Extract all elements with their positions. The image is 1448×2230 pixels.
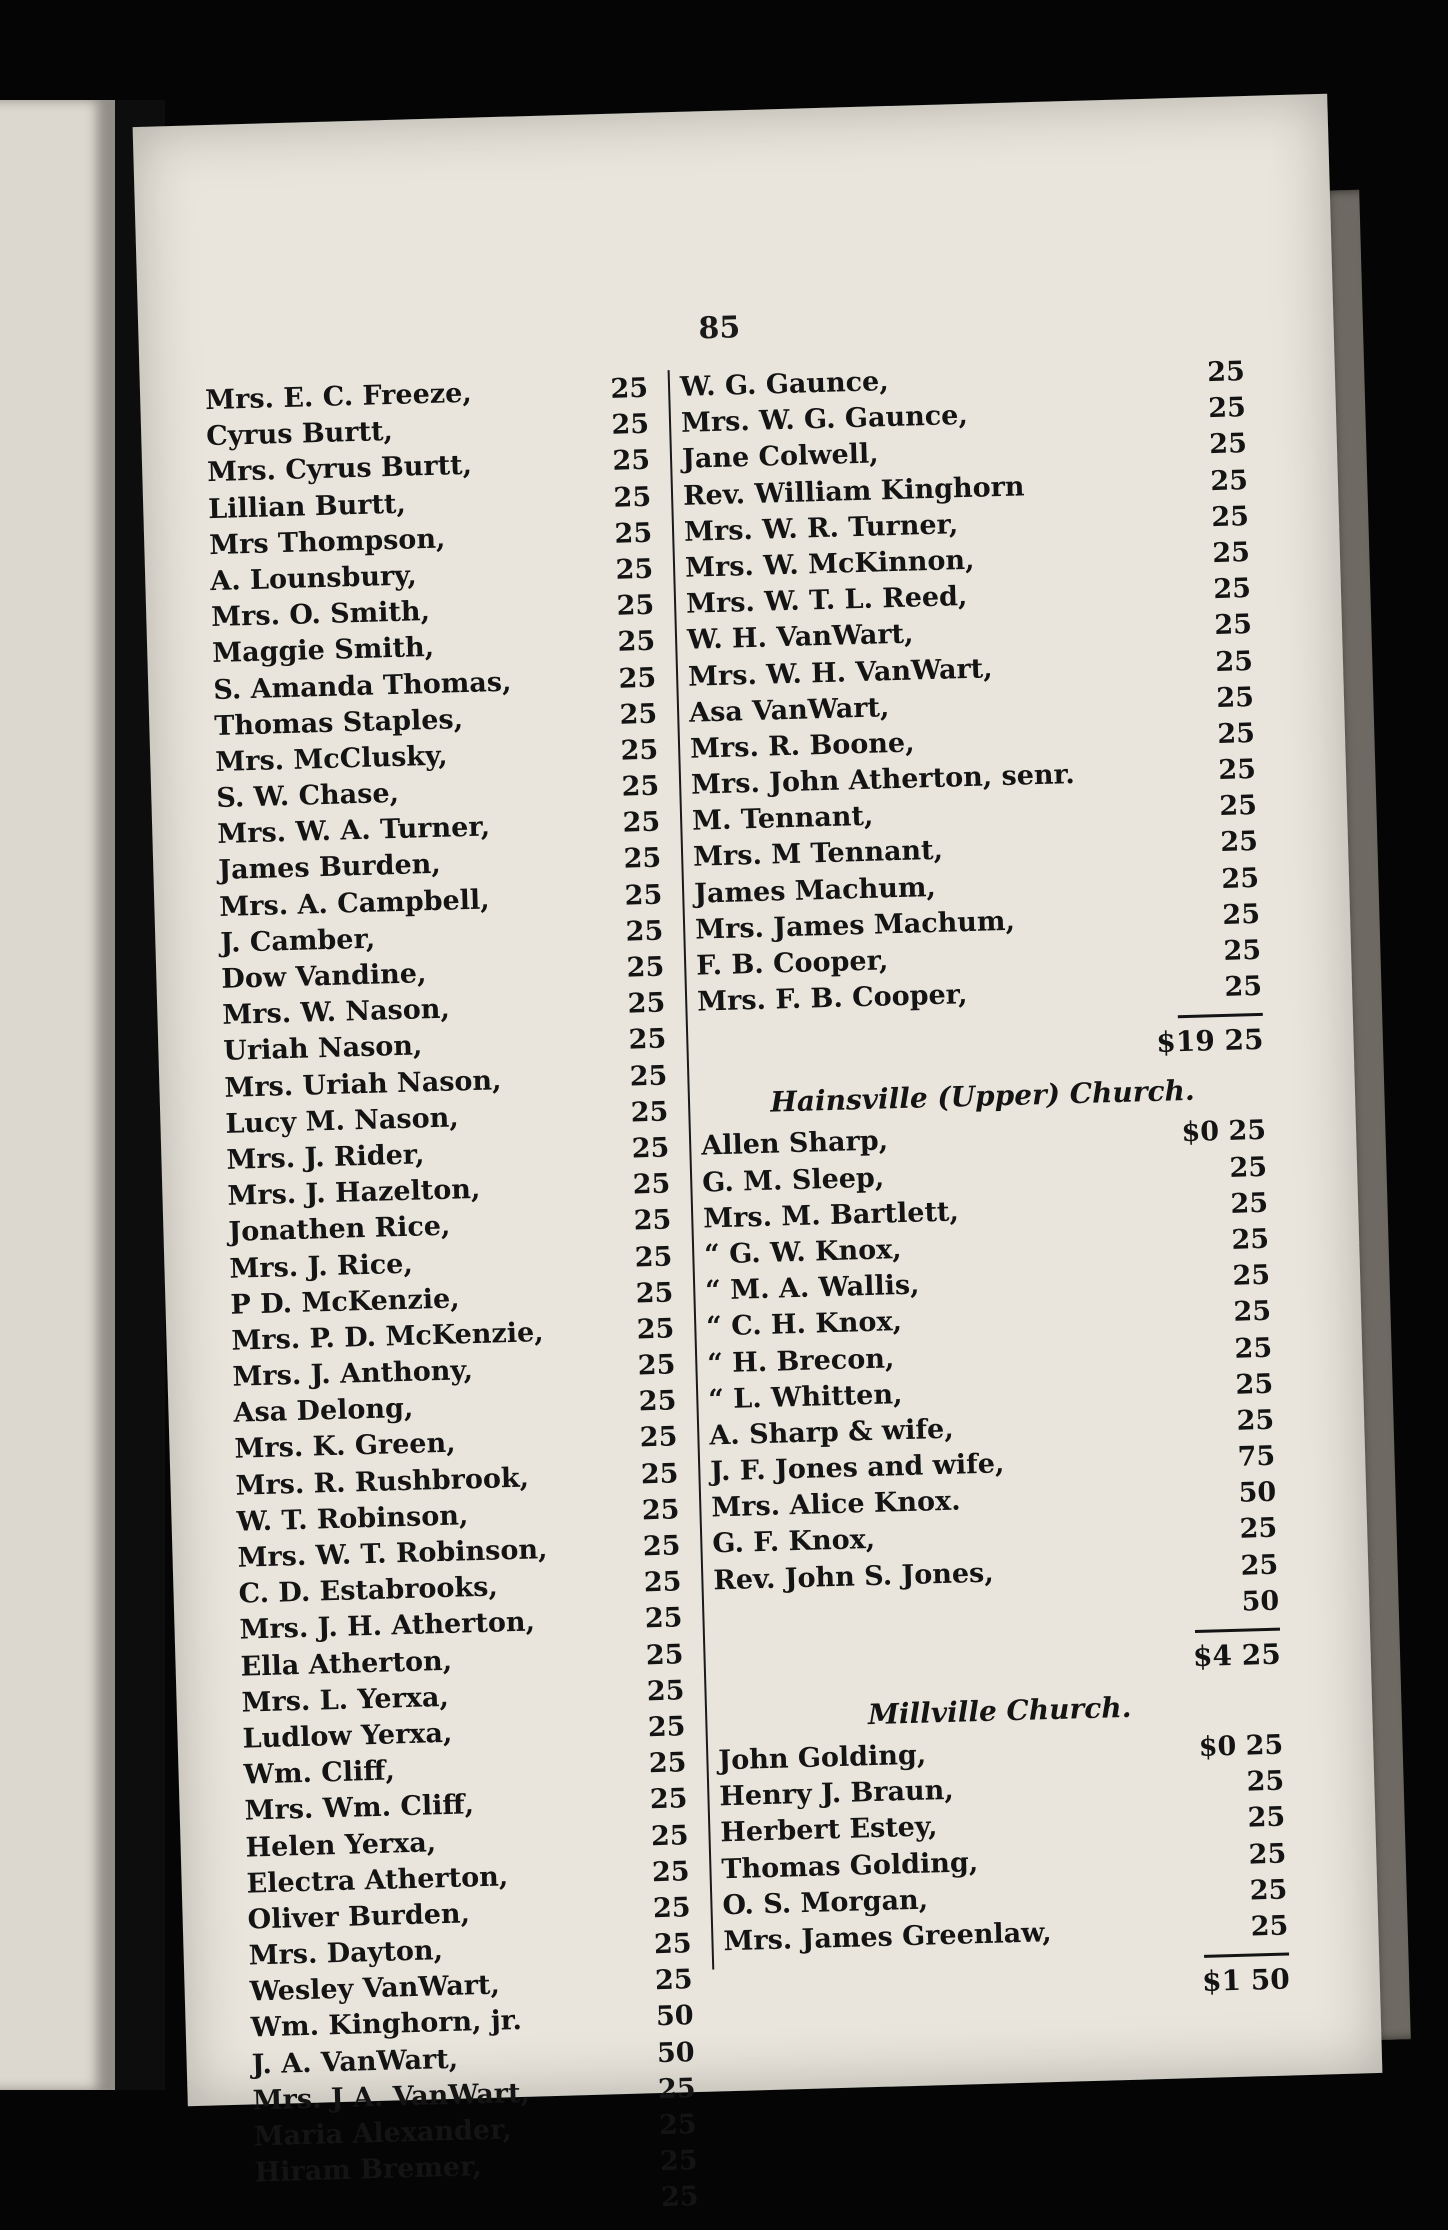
donor-name: “ M. A. Wallis, (704, 1269, 920, 1307)
donation-amount: 25 (615, 553, 654, 586)
donor-name: Helen Yerxa, (245, 1826, 437, 1864)
donor-name: Mrs. J. H. Atherton, (239, 1606, 536, 1647)
donation-amount: 25 (1234, 1332, 1273, 1365)
donation-amount: 25 (1215, 681, 1255, 714)
donor-name: Mrs. W. G. Gaunce, (680, 400, 969, 440)
donation-amount: 25 (1247, 1801, 1286, 1834)
donor-name: S. Amanda Thomas, (212, 666, 512, 706)
donor-name: Thomas Staples, (213, 703, 464, 742)
donation-amount: 25 (1229, 1151, 1268, 1184)
donor-name: A. Sharp & wife, (708, 1413, 955, 1452)
donation-amount: 25 (622, 806, 661, 839)
donation-amount: 25 (1240, 1549, 1279, 1582)
donation-amount: 25 (612, 445, 651, 478)
donor-name: Mrs. J A. VanWart, (252, 2077, 531, 2117)
total-amount: $19 25 (1155, 1023, 1264, 1060)
donation-amount: 25 (631, 1132, 670, 1165)
donation-amount: 25 (1211, 536, 1251, 570)
donor-name: Ludlow Yerxa, (242, 1717, 453, 1755)
donation-amount: 25 (625, 915, 664, 948)
donor-name: Lucy M. Nason, (225, 1102, 460, 1140)
donation-amount: 25 (1217, 754, 1257, 787)
donation-amount: 25 (1232, 1259, 1271, 1292)
donation-amount: 25 (1206, 356, 1246, 389)
donor-name: Mrs. W. T. Robinson, (237, 1534, 548, 1574)
donation-amount: 25 (653, 1928, 692, 1961)
hainsville-heading: Hainsville (Upper) Church. (769, 1074, 1196, 1120)
donor-name: W. G. Gaunce, (679, 366, 890, 403)
donor-name: Mrs. Wm. Cliff, (244, 1789, 475, 1827)
donation-amount: 25 (1224, 971, 1263, 1004)
donor-name: S. W. Chase, (215, 777, 400, 815)
donation-amount: 25 (624, 879, 663, 912)
donor-name: J. A. VanWart, (251, 2043, 459, 2081)
donor-name: “ L. Whitten, (707, 1378, 903, 1416)
donation-amount: 25 (617, 625, 656, 659)
donation-amount: 25 (644, 1602, 683, 1635)
donation-amount: 25 (614, 517, 653, 550)
donor-name: M. Tennant, (691, 800, 874, 837)
donor-name: Cyrus Burtt, (205, 416, 394, 453)
donation-amount: 25 (628, 1023, 667, 1056)
donor-name: J. Camber, (219, 923, 376, 959)
donor-name: Mrs. James Machum, (694, 905, 1016, 946)
donation-amount: 25 (1207, 392, 1247, 425)
donor-name: Mrs. A. Campbell, (218, 884, 490, 923)
donation-amount: 25 (1214, 645, 1254, 678)
donor-name: Mrs. J. Hazelton, (227, 1173, 481, 1212)
donation-amount: 25 (1249, 1874, 1288, 1907)
donation-amount: 25 (651, 1855, 690, 1888)
donation-amount: 25 (632, 1168, 671, 1201)
donor-name: Mrs. J. Anthony, (232, 1355, 474, 1393)
donor-name: James Machum, (693, 871, 937, 910)
donor-name: Mrs. R. Boone, (689, 727, 915, 765)
donation-amount: 25 (1213, 609, 1253, 642)
donor-name: Mrs. John Atherton, senr. (690, 759, 1076, 801)
donation-amount: 25 (648, 1747, 687, 1780)
donation-amount: 25 (635, 1277, 674, 1310)
donor-name: F. B. Cooper, (695, 945, 889, 982)
donor-name: Mrs. J. Rider, (226, 1139, 425, 1176)
donor-name: Uriah Nason, (223, 1030, 423, 1068)
donation-amount: 75 (1237, 1440, 1276, 1473)
donation-amount: $0 25 (1198, 1729, 1284, 1763)
donation-amount: 25 (652, 1892, 691, 1925)
donor-name: G. M. Sleep, (701, 1162, 885, 1199)
donor-name: Mrs. James Greenlaw, (723, 1917, 1052, 1958)
donation-amount: 50 (655, 2000, 694, 2033)
donation-amount: 25 (1235, 1368, 1274, 1401)
donor-name: Allen Sharp, (700, 1125, 889, 1162)
donation-amount: 25 (654, 1964, 693, 1997)
donor-name: James Burden, (217, 849, 442, 887)
donation-amount: 25 (640, 1457, 679, 1491)
donation-amount: 25 (1209, 464, 1249, 497)
total-amount: $1 50 (1201, 1962, 1291, 1999)
donor-name: Mrs. R. Rushbrook, (235, 1462, 530, 1502)
donor-name: Jonathen Rice, (228, 1210, 451, 1249)
donation-amount: 25 (650, 1819, 689, 1852)
donor-name: Mrs. L. Yerxa, (241, 1681, 450, 1719)
donation-amount: 25 (621, 770, 660, 803)
donation-amount: 25 (645, 1638, 684, 1671)
donor-name: O. S. Morgan, (722, 1884, 929, 1922)
donor-name: Dow Vandine, (220, 958, 427, 995)
donation-amount: 50 (1238, 1476, 1277, 1509)
donation-amount: 50 (1241, 1585, 1280, 1618)
total-rule (1204, 1953, 1289, 1958)
donation-amount: 25 (1216, 717, 1256, 750)
donor-name: Lillian Burtt, (207, 488, 407, 525)
donation-amount: 25 (629, 1060, 668, 1093)
donation-amount: 25 (647, 1711, 686, 1744)
donor-name: Mrs. W. R. Turner, (683, 508, 959, 548)
donor-name: “ C. H. Knox, (705, 1306, 903, 1343)
donation-amount: 25 (630, 1096, 669, 1129)
donation-amount: 25 (1250, 1910, 1289, 1943)
donation-amount: 25 (642, 1530, 681, 1563)
donor-name: “ H. Brecon, (706, 1342, 895, 1379)
donor-name: Ella Atherton, (240, 1645, 453, 1683)
donation-amount: 25 (1236, 1404, 1275, 1437)
donor-name: Thomas Golding, (721, 1846, 979, 1885)
donation-amount: 25 (1223, 934, 1262, 967)
right-donor-column (680, 354, 1291, 2020)
donor-name: Mrs. Alice Knox. (710, 1485, 961, 1524)
donor-name: A. Lounsbury, (209, 560, 418, 598)
donor-name: “ G. W. Knox, (703, 1233, 903, 1271)
millville-heading: Millville Church. (867, 1690, 1132, 1732)
donor-name: Mrs. J. Rice, (229, 1248, 414, 1285)
donation-amount: 25 (1221, 862, 1260, 895)
facing-page-edge (0, 100, 115, 2090)
donation-amount: 25 (1218, 790, 1258, 823)
donor-name: Wesley VanWart, (249, 1969, 501, 2008)
book-page (133, 94, 1383, 2214)
donation-amount: 25 (636, 1313, 675, 1346)
donor-name: J. F. Jones and wife, (709, 1448, 1005, 1488)
donor-name: Oliver Burden, (247, 1898, 471, 1936)
donation-amount: 25 (626, 951, 665, 984)
donor-name: Mrs. Uriah Nason, (224, 1064, 502, 1104)
donor-name: Mrs. P. D. McKenzie, (231, 1316, 545, 1357)
donor-name: Mrs. W. Nason, (222, 993, 451, 1032)
donor-name: Electra Atherton, (246, 1860, 509, 1900)
donor-name: Maggie Smith, (211, 632, 435, 670)
donation-amount: 25 (620, 734, 659, 767)
donation-amount: 25 (1239, 1513, 1278, 1546)
donation-amount: 25 (619, 698, 658, 731)
donor-name: Mrs. W. A. Turner, (216, 811, 491, 851)
donation-amount: 25 (1231, 1223, 1270, 1256)
left-donor-column (205, 371, 701, 2228)
donation-amount: 25 (1212, 573, 1252, 606)
donor-name: Rev. William Kinghorn (682, 470, 1025, 512)
donor-name: W. H. VanWart, (686, 618, 914, 657)
donation-amount: 25 (1219, 826, 1259, 859)
donation-amount: 25 (639, 1421, 678, 1454)
donor-name: Mrs. Cyrus Burtt, (206, 450, 473, 489)
donor-name: Asa Delong, (233, 1392, 414, 1429)
donor-name: Maria Alexander, (253, 2114, 513, 2153)
donation-amount: 25 (649, 1783, 688, 1816)
donation-amount: 25 (1233, 1296, 1272, 1329)
donation-amount: 25 (638, 1385, 677, 1418)
donor-name: Mrs. Dayton, (248, 1935, 444, 1972)
donor-name: Mrs. E. C. Freeze, (204, 377, 473, 417)
donor-name: Mrs. W. T. L. Reed, (685, 581, 968, 620)
donor-name: Mrs. F. B. Cooper, (696, 979, 968, 1018)
donation-amount: 25 (1222, 898, 1261, 931)
donor-name: Mrs Thompson, (208, 523, 446, 561)
donation-amount: 25 (660, 2181, 700, 2214)
donation-amount: 25 (613, 481, 652, 514)
donation-amount: 25 (634, 1240, 673, 1273)
donation-amount: 25 (610, 372, 649, 405)
donation-amount: 25 (1208, 428, 1248, 461)
donation-amount: 50 (656, 2036, 695, 2069)
donation-amount: 25 (616, 589, 655, 622)
donor-name: Asa VanWart, (688, 691, 890, 729)
donor-name: Hiram Bremer, (254, 2151, 483, 2189)
donor-name: W. T. Robinson, (236, 1500, 469, 1538)
total-rule (1195, 1628, 1280, 1633)
donation-amount: 25 (627, 987, 666, 1020)
donor-name: Herbert Estey, (720, 1811, 938, 1849)
donation-amount: 25 (658, 2109, 698, 2142)
donor-name: Rev. John S. Jones, (712, 1557, 995, 1597)
page-number: 85 (697, 310, 741, 347)
donor-name: P D. McKenzie, (230, 1283, 461, 1321)
donor-name: Mrs. W. McKinnon, (684, 544, 975, 584)
donor-name: Henry J. Braun, (719, 1774, 955, 1813)
donation-amount: 25 (618, 662, 657, 695)
donor-name: Mrs. W. H. VanWart, (687, 652, 993, 693)
donation-amount: 25 (641, 1494, 680, 1527)
donation-amount: 25 (637, 1349, 676, 1382)
donor-name: Mrs. McClusky, (214, 740, 448, 778)
first-list (680, 354, 1263, 1021)
donor-name: G. F. Knox, (711, 1524, 876, 1560)
donor-name: C. D. Estabrooks, (238, 1571, 499, 1610)
donor-name: Wm. Cliff, (243, 1755, 396, 1791)
hainsville-list (701, 1113, 1280, 1635)
donation-amount: 25 (623, 843, 662, 876)
donation-amount: 25 (643, 1566, 682, 1599)
millville-list (718, 1728, 1289, 1961)
donation-amount: 25 (1230, 1187, 1269, 1220)
donation-amount: 25 (1210, 500, 1250, 533)
donor-name: Mrs. M Tennant, (692, 835, 944, 874)
donation-amount: 25 (1248, 1838, 1287, 1871)
donation-amount: 25 (633, 1204, 672, 1237)
donor-name: Mrs. M. Bartlett, (702, 1196, 960, 1235)
donor-name: Mrs. O. Smith, (210, 596, 431, 634)
donation-amount: 25 (611, 408, 650, 441)
donor-name: Jane Colwell, (681, 438, 880, 476)
donation-amount: 25 (646, 1675, 685, 1708)
donor-name: John Golding, (718, 1739, 927, 1777)
donation-amount: 25 (659, 2145, 699, 2178)
total-rule (1178, 1013, 1263, 1018)
total-amount: $4 25 (1192, 1637, 1282, 1674)
donation-amount: 25 (1246, 1765, 1285, 1798)
donor-name: Wm. Kinghorn, jr. (250, 2005, 523, 2044)
donation-amount: 25 (657, 2072, 697, 2105)
donor-name: Mrs. K. Green, (234, 1428, 456, 1466)
donation-amount: $0 25 (1181, 1115, 1267, 1149)
